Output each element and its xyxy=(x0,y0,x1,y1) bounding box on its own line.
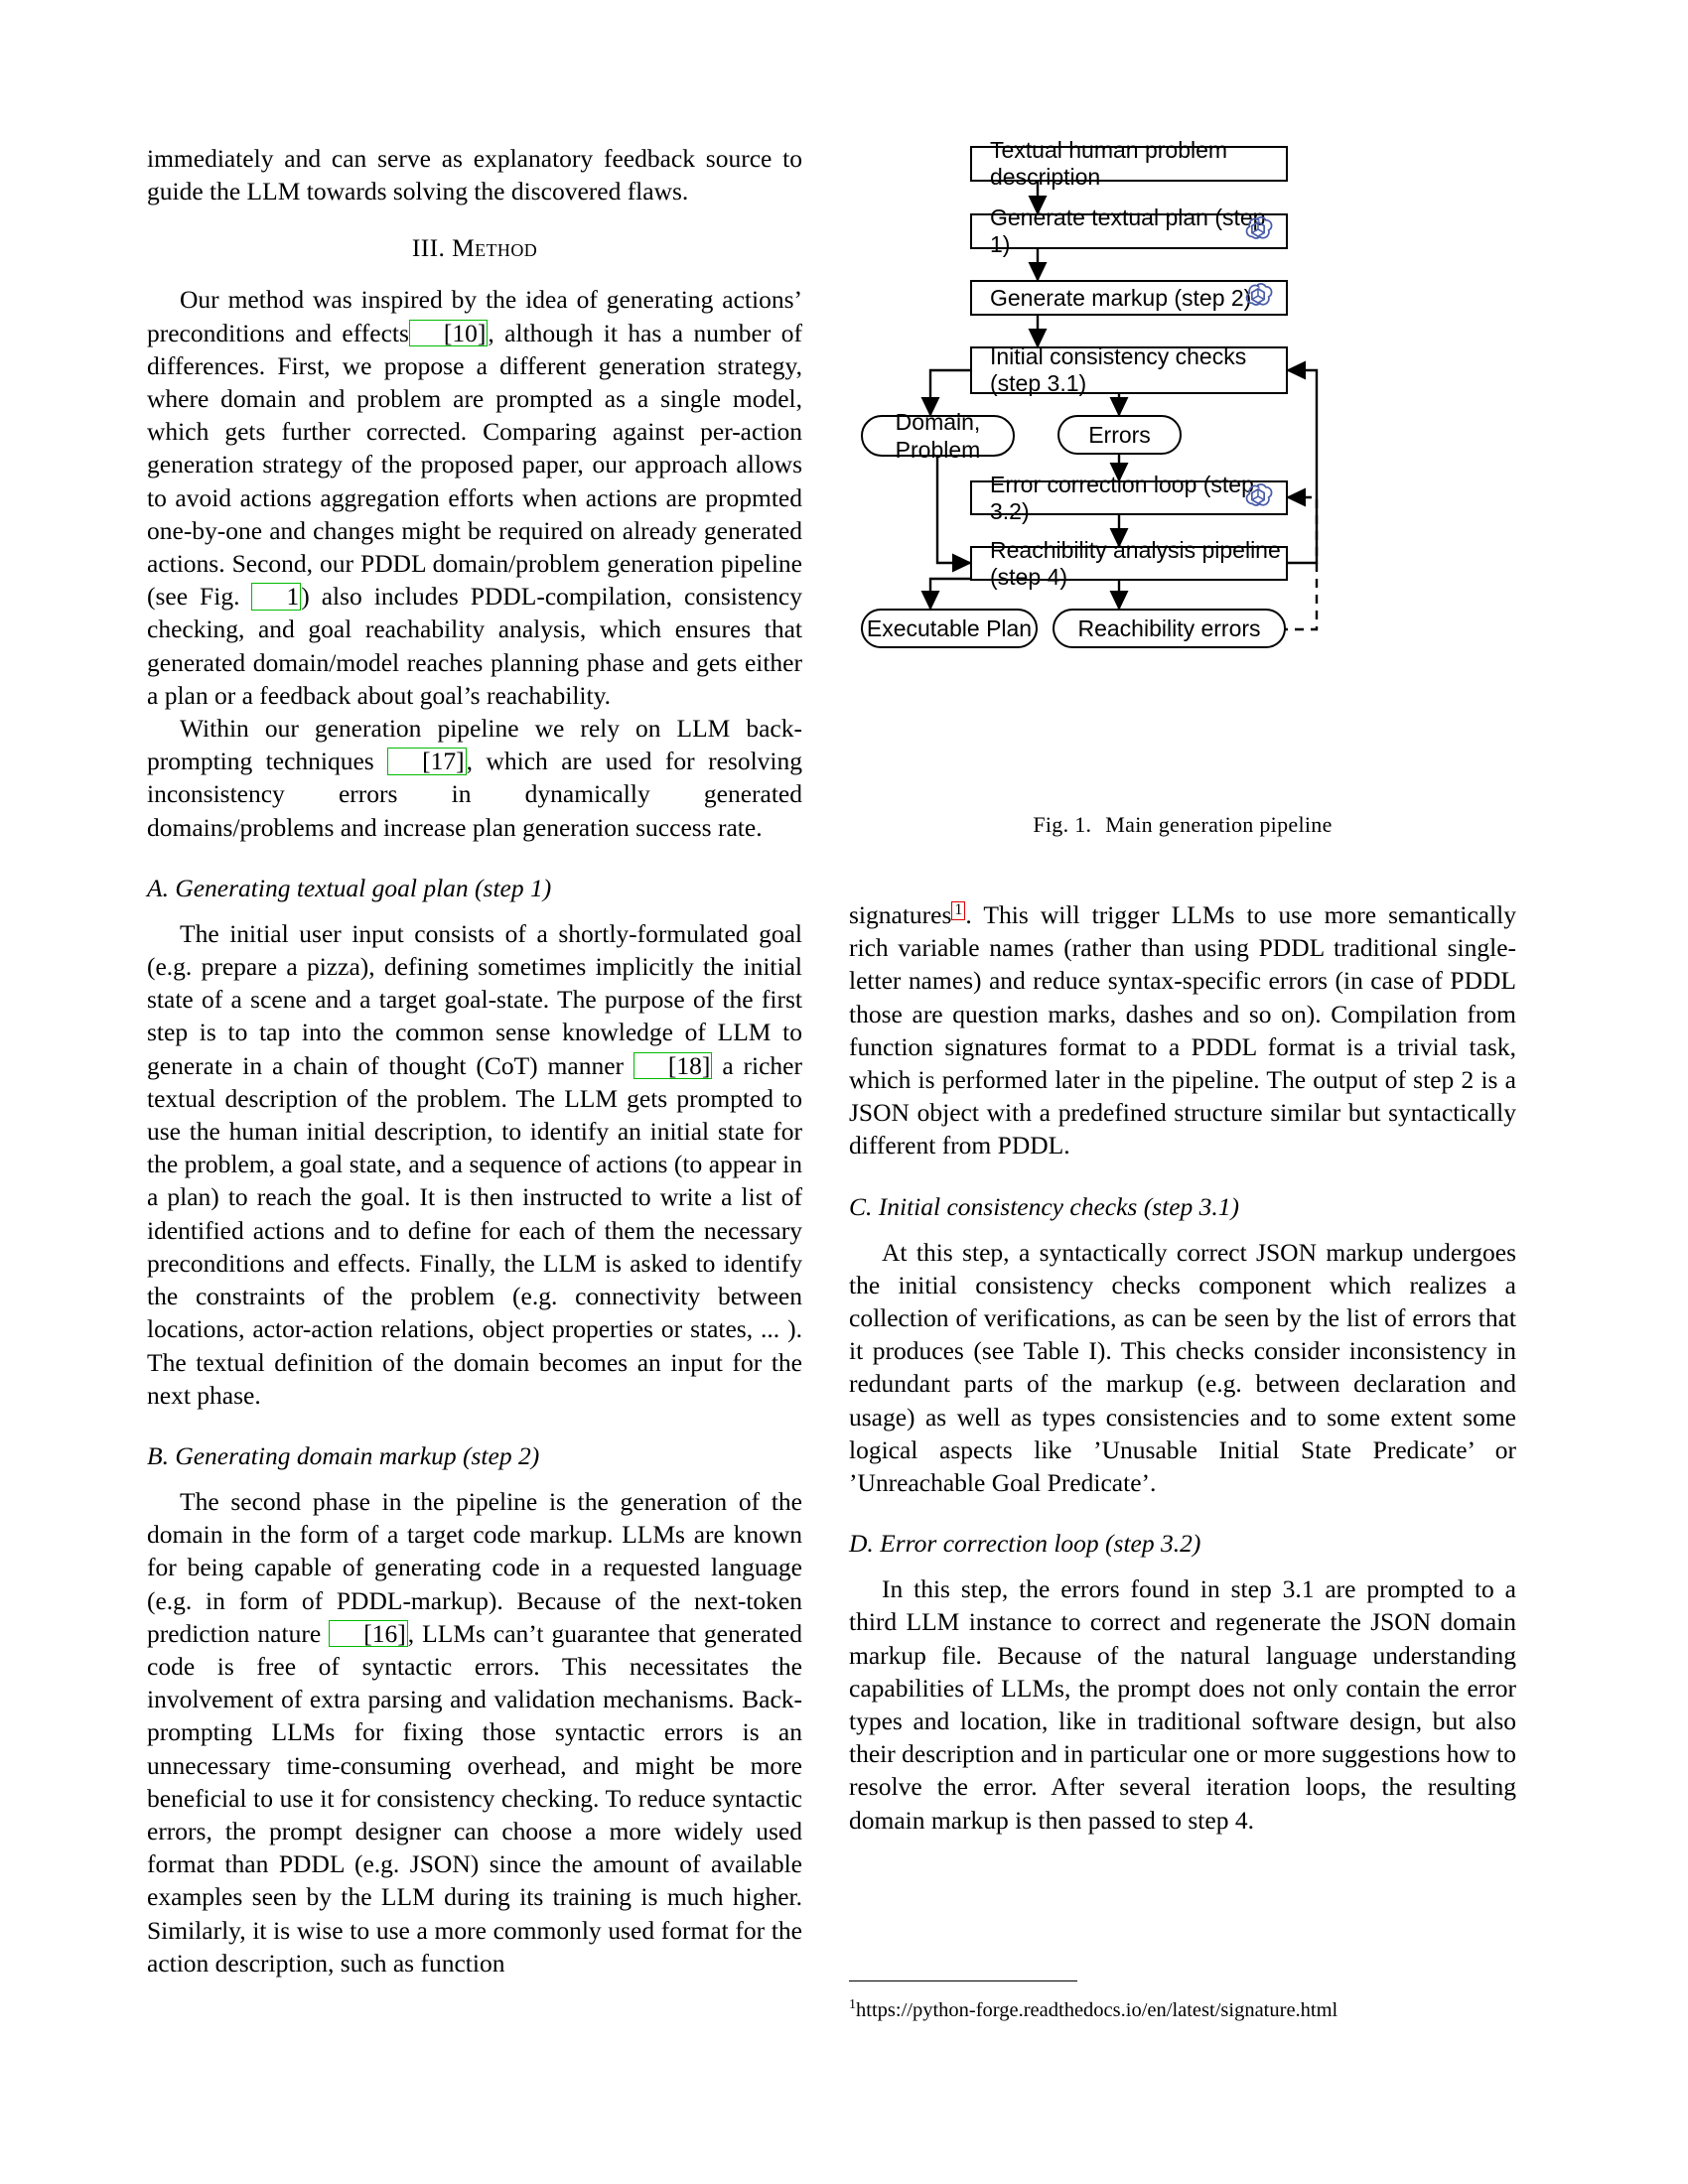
paragraph-step-2-text-a: The second phase in the pipeline is the generation of the domain in the form of a target code markup. LLMs are known for being capable of generating code in a requested language (e.g. in form of PDDL-markup). Because of the next-token prediction nature xyxy=(147,1486,802,1648)
paragraph-step-3-2: In this step, the errors found in step 3.1 are prompted to a third LLM instance to correct and regenerate the JSON domain markup file. Because of the natural language understanding capabilities of LLMs, the prompt does not only contain the error types and location, like in traditional software design, but also their description and in particular one or more suggestions how to resolve the error. After several iteration loops, the resulting domain markup is then passed to step 4. xyxy=(849,1574,1516,1835)
flow-node-label: Reachibility errors xyxy=(1077,615,1261,641)
paragraph-method-text-b: , although it has a number of differences. First, we propose a different generation strategy, where domain and problem are prompted as a single model, which gets further corrected. Comparing against per-action generation strategy of the proposed paper, our approach allows to avoid actions aggregation efforts when actions are propmted one-by-one and changes might be required on already generated actions. Second, our PDDL domain/problem generation pipeline (see Fig. xyxy=(147,318,802,612)
footnote-url[interactable]: https://python-forge.readthedocs.io/en/latest/signature.html xyxy=(856,1998,1338,2021)
flow-node-executable-plan[interactable] xyxy=(861,609,1038,648)
citation-10[interactable]: [10] xyxy=(409,320,488,347)
flow-node-error-correction-loop[interactable] xyxy=(970,471,1288,524)
paragraph-backprompting-text-b: , which are used for resolving inconsistency errors in dynamically generated domains/problems and increase plan generation success rate. xyxy=(147,747,802,842)
openai-logo-icon xyxy=(1240,480,1276,516)
paragraph-signatures-text-b: . This will trigger LLMs to use more semantically rich variable names (rather than using PDDL traditional single-letter names) and reduce syntax-specific errors (in case of PDDL those are question marks, dashes and so on). Compilation from function signatures format to a PDDL format is a trivial task, which is performed later in the pipeline. The output of step 2 is a JSON object with a predefined structure similar but syntactically different from PDDL. xyxy=(849,900,1516,1160)
paragraph-method-text-c: ) also includes PDDL-compilation, consistency checking, and goal reachability analysis, which ensures that generated domain/model reaches planning phase and gets either a plan or a feedback about goal’s reachability. xyxy=(147,582,802,710)
section-heading-method: III. Method xyxy=(411,233,538,263)
footnote xyxy=(849,1992,1516,2023)
citation-figure-1[interactable]: 1 xyxy=(251,583,301,611)
paragraph-method-overview xyxy=(147,283,802,712)
flow-node-label: Errors xyxy=(1088,422,1151,448)
flow-node-reachibility-analysis-pipeline[interactable] xyxy=(970,536,1288,590)
left-column xyxy=(147,142,802,1979)
flow-node-label: Reachibility analysis pipeline (step 4) xyxy=(990,536,1281,590)
flow-node-domain-problem[interactable] xyxy=(861,409,1015,463)
paragraph-backprompting-text-a: Within our generation pipeline we rely on LLM back-prompting techniques xyxy=(147,714,802,776)
openai-logo-icon xyxy=(1240,213,1276,249)
footnote-marker[interactable]: 1 xyxy=(951,901,965,920)
flow-node-label-line-2: Problem xyxy=(895,437,981,463)
paragraph-method-text-a: Our method was inspired by the idea of generating actions’ preconditions and effects xyxy=(147,285,802,347)
subsection-heading-d: D. Error correction loop (step 3.2) xyxy=(849,1529,1201,1559)
citation-18[interactable]: [18] xyxy=(633,1052,712,1080)
paragraph-signatures xyxy=(849,898,1516,1162)
citation-17[interactable]: [17] xyxy=(387,748,466,775)
openai-logo-icon xyxy=(1240,280,1276,316)
flow-node-label: Textual human problem description xyxy=(990,137,1228,190)
paragraph-step-1-text-a: The initial user input consists of a shortly-formulated goal (e.g. prepare a pizza), defining sometimes implicitly the initial state of a scene and a target goal-state. The purpose of the first step is to tap into the common sense knowledge of LLM to generate in a chain of thought (CoT) manner xyxy=(147,918,802,1080)
flow-node-label: Error correction loop (step 3.2) xyxy=(990,471,1254,524)
subsection-heading-b: B. Generating domain markup (step 2) xyxy=(147,1440,540,1470)
flow-node-generate-textual-plan[interactable] xyxy=(970,205,1288,257)
figure-caption xyxy=(849,812,1516,838)
figure-caption-label: Fig. 1. xyxy=(1033,812,1092,837)
paragraph-signatures-text-a: signatures xyxy=(849,900,952,929)
citation-16[interactable]: [16] xyxy=(329,1620,407,1648)
footnote-number: 1 xyxy=(849,1997,856,2012)
flow-node-textual-human-problem-description[interactable] xyxy=(970,137,1288,190)
flow-node-label: Initial consistency checks (step 3.1) xyxy=(990,343,1247,396)
subsection-heading-a: A. Generating textual goal plan (step 1) xyxy=(147,873,552,902)
figure-caption-text: Main generation pipeline xyxy=(1105,812,1333,837)
flow-node-label: Generate markup (step 2) xyxy=(990,284,1252,311)
right-column xyxy=(849,898,1516,1837)
flow-node-label: Generate textual plan (step 1) xyxy=(990,205,1266,257)
figure-main-generation-pipeline xyxy=(849,134,1516,779)
paragraph-backprompting xyxy=(147,712,802,844)
paragraph-step-2-text-b: , LLMs can’t guarantee that generated code is free of syntactic errors. This necessitates the involvement of extra parsing and validation mechanisms. Back-prompting LLMs for fixing those syntactic errors is an unnecessary time-consuming overhead, and might be more beneficial to use it for consistency checking. To reduce syntactic errors, the prompt designer can choose a more widely used format than PDDL (e.g. JSON) since the amount of available examples seen by the LLM during its training is much higher. Similarly, it is wise to use a more commonly used format for the action description, such as function xyxy=(147,1618,802,1978)
flow-node-initial-consistency-checks[interactable] xyxy=(970,343,1288,396)
subsection-heading-c: C. Initial consistency checks (step 3.1) xyxy=(849,1191,1240,1221)
flow-node-errors[interactable] xyxy=(1057,415,1182,455)
paragraph-step-3-1: At this step, a syntactically correct JSON markup undergoes the initial consistency checks component which realizes a collection of verifications, as can be seen by the list of errors that it produces (see Table I). This checks consider inconsistency in redundant parts of the markup (e.g. between declaration and usage) as well as types consistencies and to some extent some logical aspects like ’Unusable Initial State Predicate’ or ’Unreachable Goal Predicate’. xyxy=(849,1237,1516,1498)
paragraph-intro: immediately and can serve as explanatory feedback source to guide the LLM towards solving the discovered flaws. xyxy=(147,144,802,206)
footnote-divider xyxy=(849,1980,1077,1981)
paragraph-step-1-text-b: a richer textual description of the problem. The LLM gets prompted to use the human initial description, to identify an initial state for the problem, a goal state, and a sequence of actions (to appear in a plan) to reach the goal. It is then instructed to write a list of identified actions and to define for each of them the necessary preconditions and effects. Finally, the LLM is asked to identify the constraints of the problem (e.g. connectivity between locations, actor-action relations, object properties or states, ... ). The textual definition of the domain becomes an input for the next phase. xyxy=(147,1050,802,1410)
flow-node-label: Executable Plan xyxy=(866,615,1033,641)
flow-node-reachibility-errors[interactable] xyxy=(1053,609,1286,648)
flow-node-generate-markup[interactable] xyxy=(970,280,1288,316)
paragraph-step-2 xyxy=(147,1485,802,1979)
flow-node-label-line-1: Domain, xyxy=(895,409,981,435)
paragraph-step-1 xyxy=(147,917,802,1412)
